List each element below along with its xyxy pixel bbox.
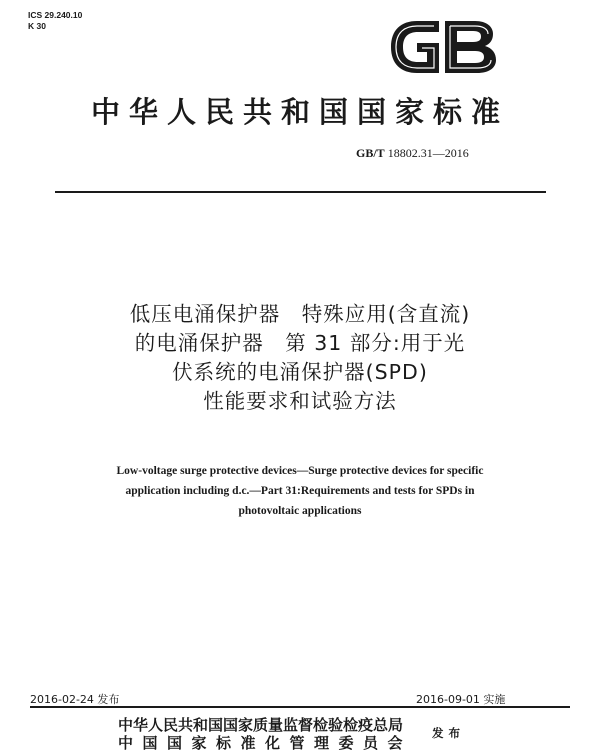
chinese-title-line-3: 伏系统的电涌保护器(SPD) [172, 360, 428, 384]
implementation-date: 2016-09-01 实施 [416, 693, 506, 706]
issuer-line-1: 中华人民共和国国家质量监督检验检疫总局 [118, 716, 404, 734]
chinese-title-line-4: 性能要求和试验方法 [203, 389, 397, 413]
standard-code-prefix: GB/T [356, 146, 385, 160]
publish-label: 发布 [432, 726, 465, 740]
issuer-line-2: 中国国家标准化管理委员会 [118, 734, 413, 752]
ccs-code: K 30 [28, 21, 46, 31]
standard-code [356, 146, 469, 161]
standard-type-title: 中华人民共和国国家标准 [90, 95, 509, 129]
english-title-line-2: application including d.c.—Part 31:Requirements and tests for SPDs in [125, 485, 475, 497]
gb-logo [387, 18, 499, 76]
english-title [0, 461, 600, 521]
chinese-title [0, 300, 600, 416]
top-divider [55, 191, 546, 193]
classification-codes [28, 10, 82, 32]
issuing-authorities [118, 716, 412, 752]
bottom-divider [30, 706, 570, 708]
english-title-line-3: photovoltaic applications [238, 505, 362, 517]
standard-code-number: 18802.31—2016 [387, 146, 469, 160]
chinese-title-line-1: 低压电涌保护器 特殊应用(含直流) [129, 302, 471, 326]
english-title-line-1: Low-voltage surge protective devices—Surge protective devices for specific [116, 465, 484, 477]
chinese-title-line-2: 的电涌保护器 第 31 部分:用于光 [134, 331, 466, 355]
ics-code: ICS 29.240.10 [28, 10, 83, 20]
issue-date: 2016-02-24 发布 [30, 693, 120, 706]
